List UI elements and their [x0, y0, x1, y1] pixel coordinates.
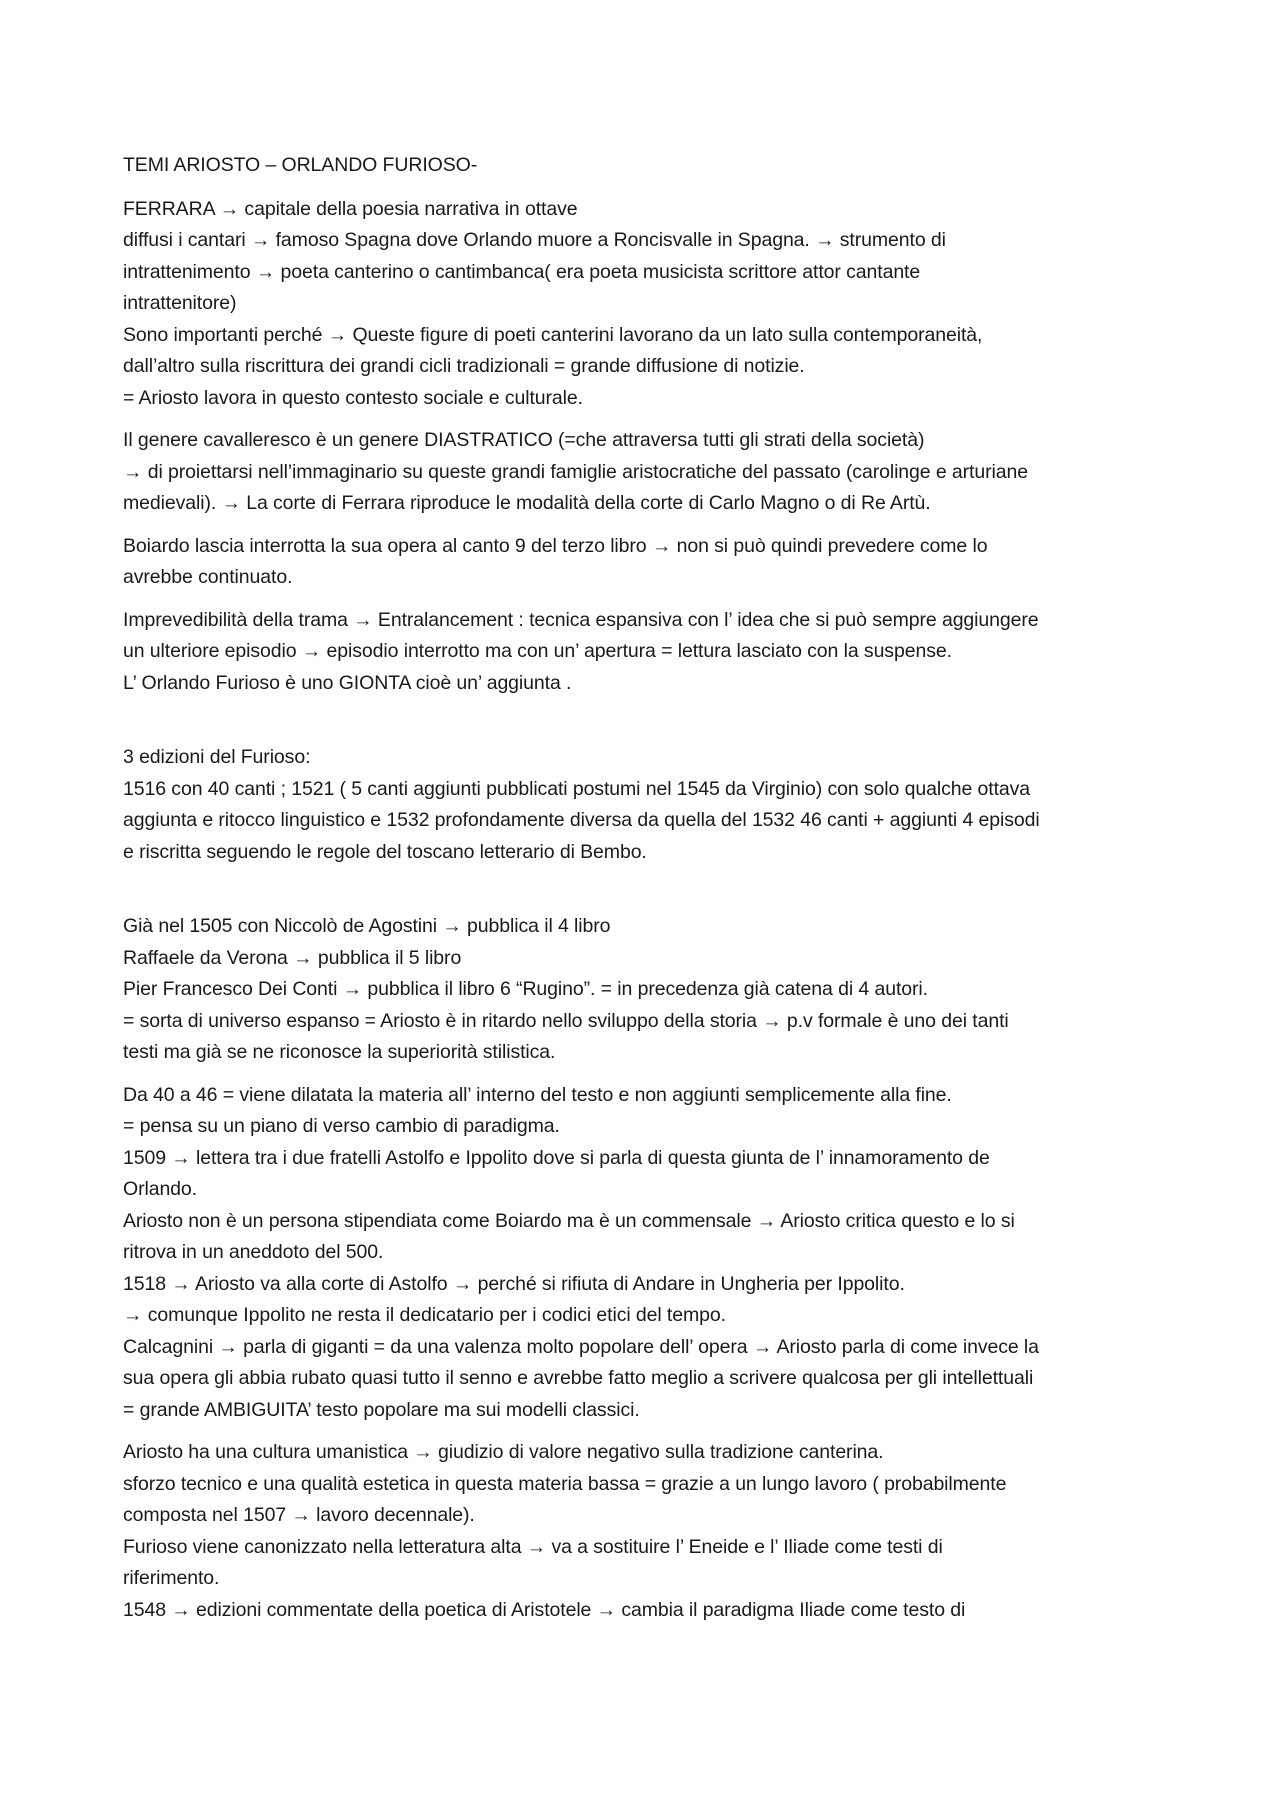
text-line: Da 40 a 46 = viene dilatata la materia all’ interno del testo e non aggiunti semplicemente alla fine.: [123, 1083, 952, 1106]
paragraph: [123, 1080, 1173, 1427]
paragraph: [123, 742, 1173, 868]
text-line: = pensa su un piano di verso cambio di paradigma.: [123, 1115, 560, 1137]
document-page: [123, 150, 1173, 1637]
text-line: intrattenimento → poeta canterino o cantimbanca( era poeta musicista scrittore attor cantante: [123, 260, 921, 283]
text-line: Calcagnini → parla di giganti = da una valenza molto popolare dell’ opera → Ariosto parla di come invece la: [123, 1335, 1039, 1358]
text-line: → comunque Ippolito ne resta il dedicatario per i codici etici del tempo.: [123, 1304, 726, 1326]
text-line: Ariosto ha una cultura umanistica → giudizio di valore negativo sulla tradizione canterina.: [123, 1441, 884, 1463]
text-line: intrattenitore): [123, 292, 237, 314]
text-line: un ulteriore episodio → episodio interrotto ma con un’ apertura = lettura lasciato con la suspense.: [123, 640, 952, 662]
text-line: FERRARA → capitale della poesia narrativa in ottave: [123, 197, 578, 220]
text-line: Boiardo lascia interrotta la sua opera al canto 9 del terzo libro → non si può quindi prevedere come lo: [123, 534, 988, 557]
paragraph-spacer: [123, 710, 1173, 742]
text-line: Ariosto non è un persona stipendiata come Boiardo ma è un commensale → Ariosto critica questo e lo si: [123, 1209, 1015, 1232]
text-line: → di proiettarsi nell’immaginario su queste grandi famiglie aristocratiche del passato (carolinge e arturiane: [123, 460, 1028, 483]
text-line: composta nel 1507 → lavoro decennale).: [123, 1504, 475, 1526]
paragraph: [123, 605, 1173, 700]
text-line: sforzo tecnico e una qualità estetica in questa materia bassa = grazie a un lungo lavoro ( probabilmente: [123, 1472, 1007, 1495]
text-line: 1548 → edizioni commentate della poetica di Aristotele → cambia il paradigma Iliade come testo di: [123, 1598, 966, 1621]
document-body: [123, 194, 1173, 1627]
text-line: = Ariosto lavora in questo contesto sociale e culturale.: [123, 386, 583, 409]
text-line: Imprevedibilità della trama → Entralancement : tecnica espansiva con l’ idea che si può sempre aggiungere: [123, 608, 1039, 631]
paragraph: [123, 425, 1173, 520]
paragraph: [123, 911, 1173, 1069]
text-line: testi ma già se ne riconosce la superiorità stilistica.: [123, 1041, 556, 1063]
text-line: Orlando.: [123, 1178, 197, 1200]
text-line: aggiunta e ritocco linguistico e 1532 profondamente diversa da quella del 1532 46 canti + aggiunti 4 episodi: [123, 809, 1040, 831]
text-line: ritrova in un aneddoto del 500.: [123, 1241, 384, 1263]
text-line: sua opera gli abbia rubato quasi tutto il senno e avrebbe fatto meglio a scrivere qualcosa per gli intellettuali: [123, 1367, 1034, 1389]
paragraph: [123, 531, 1173, 594]
text-line: Il genere cavalleresco è un genere DIASTRATICO (=che attraversa tutti gli strati della società): [123, 429, 925, 451]
paragraph-spacer: [123, 879, 1173, 911]
text-line: Furioso viene canonizzato nella letteratura alta → va a sostituire l’ Eneide e l’ Iliade come testi di: [123, 1535, 943, 1558]
paragraph: [123, 1437, 1173, 1626]
text-line: = sorta di universo espanso = Ariosto è in ritardo nello sviluppo della storia → p.v formale è uno dei tanti: [123, 1009, 1009, 1032]
text-line: medievali). → La corte di Ferrara riproduce le modalità della corte di Carlo Magno o di Re Artù.: [123, 492, 931, 514]
text-line: riferimento.: [123, 1567, 220, 1589]
text-line: Raffaele da Verona → pubblica il 5 libro: [123, 946, 462, 969]
text-line: L’ Orlando Furioso è uno GIONTA cioè un’ aggiunta .: [123, 671, 572, 694]
text-line: e riscritta seguendo le regole del toscano letterario di Bembo.: [123, 840, 647, 863]
text-line: dall’altro sulla riscrittura dei grandi cicli tradizionali = grande diffusione di notizie.: [123, 355, 805, 377]
text-line: diffusi i cantari → famoso Spagna dove Orlando muore a Roncisvalle in Spagna. → strumento di: [123, 229, 946, 251]
text-line: = grande AMBIGUITA’ testo popolare ma sui modelli classici.: [123, 1398, 640, 1421]
text-line: avrebbe continuato.: [123, 566, 293, 588]
text-line: Pier Francesco Dei Conti → pubblica il libro 6 “Rugino”. = in precedenza già catena di 4 autori.: [123, 978, 928, 1000]
text-line: 1509 → lettera tra i due fratelli Astolfo e Ippolito dove si parla di questa giunta de l’ innamoramento de: [123, 1146, 990, 1169]
text-line: 1516 con 40 canti ; 1521 ( 5 canti aggiunti pubblicati postumi nel 1545 da Virginio) con solo qualche ottava: [123, 777, 1031, 800]
text-line: Già nel 1505 con Niccolò de Agostini → pubblica il 4 libro: [123, 915, 611, 937]
document-title: TEMI ARIOSTO – ORLANDO FURIOSO-: [123, 154, 478, 176]
text-line: 1518 → Ariosto va alla corte di Astolfo → perché si rifiuta di Andare in Ungheria per Ippolito.: [123, 1272, 905, 1295]
text-line: 3 edizioni del Furioso:: [123, 746, 311, 768]
paragraph: [123, 194, 1173, 415]
text-line: Sono importanti perché → Queste figure di poeti canterini lavorano da un lato sulla contemporaneità,: [123, 323, 983, 346]
